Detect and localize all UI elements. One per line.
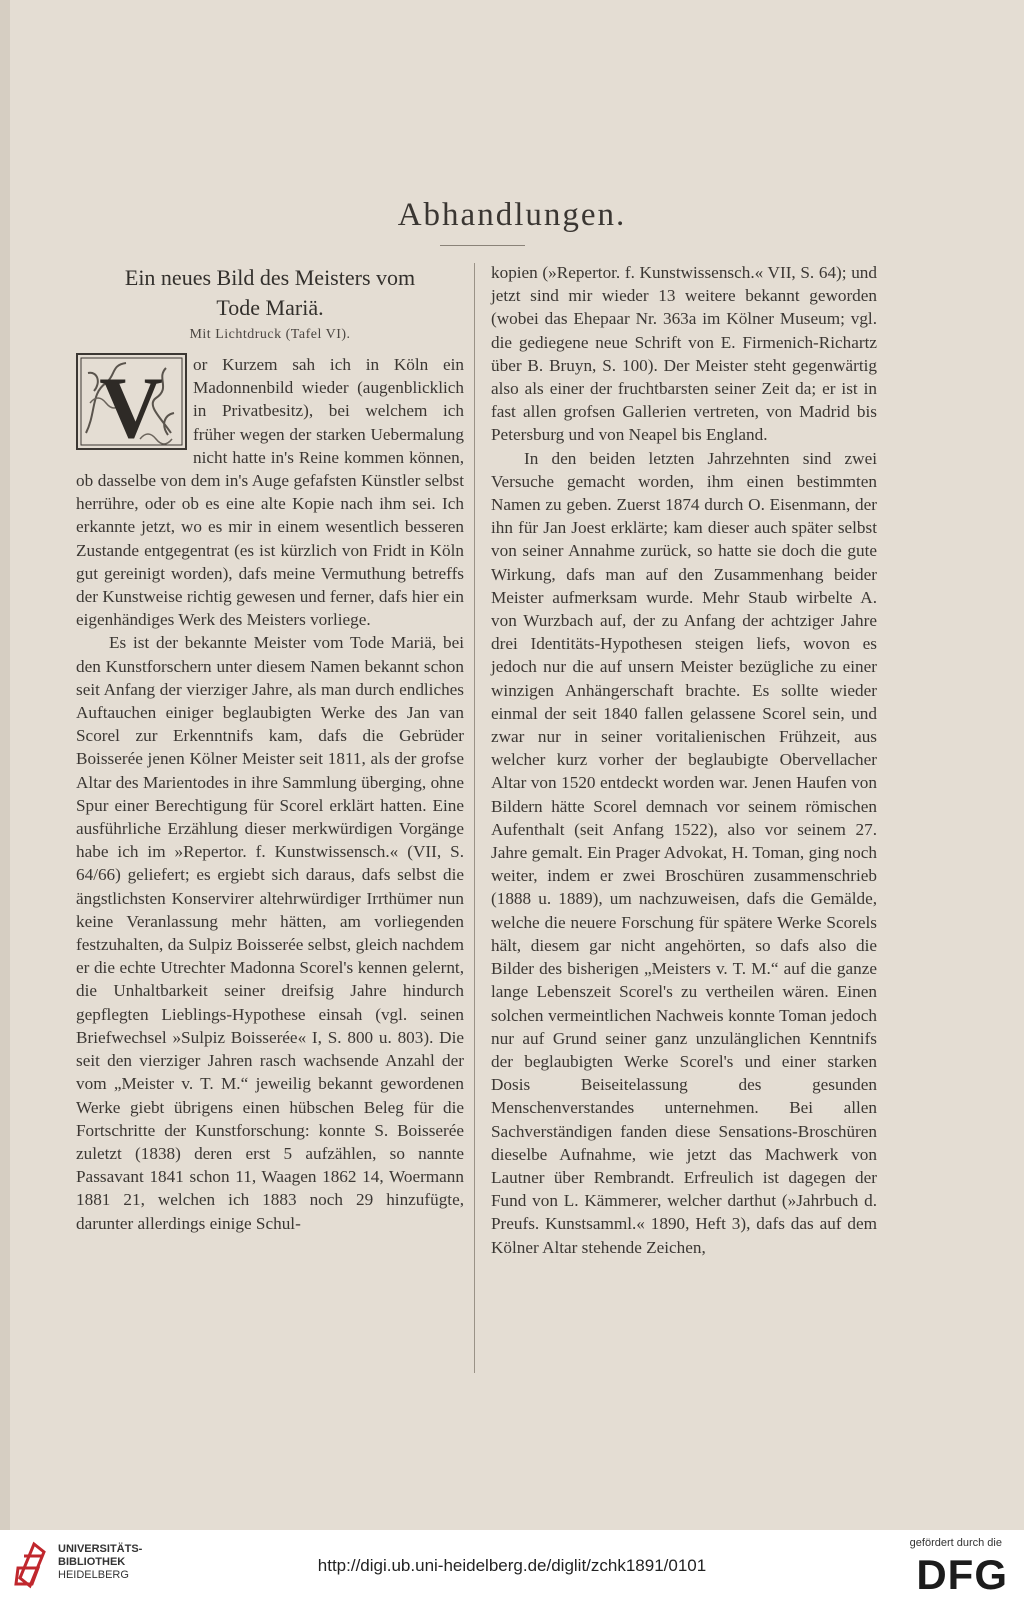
right-paragraph-2: In den beiden letzten Jahrzehnten sind zwei Versuche gemacht worden, ihm einen bestimmten Namen zu geben. Zuerst 1874 durch O. Eisenmann, der ihn für Jan Joest erklärte; kam dieser auch später selbst von seiner Annahme zurück, so hatte sie doch die gute Wirkung, dafs man auf den Zusammenhang beider Meister aufmerksam wurde. Mehr Staub wirbelte A. von Wurzbach auf, der zu Anfang der achtziger Jahre drei Identitäts-Hypothesen steigen liefs, wovon es jedoch nur die auf unsern Meister bezügliche zu einer winzigen Anhängerschaft brachte. Es sollte wieder einmal der seit 1840 fallen gelassene Scorel sein, und zwar nur in seiner voritalienischen Frühzeit, aus welcher kurz vorher der beglaubigte Obervellacher Altar von 1520 entdeckt worden war. Jenen Haufen von Bildern hätte Scorel demnach vor seinem römischen Aufenthalt (seit Anfang 1522), also vor seinem 27. Jahre gemalt. Ein Prager Advokat, H. Toman, ging noch weiter, indem er zwei Broschüren zusammenschrieb (1888 u. 1889), um nachzuweisen, dafs die Gemälde, welche die neuere Forschung für spätere Werke Scorels hält, diesem gar nicht angehörten, so dafs also die Bilder des bisherigen „Meisters v. T. M.“ auf die ganze lange Lebenszeit Scorel's zu vertheilen wären. Einen solchen vermeintlichen Nachweis konnte Toman jedoch nur auf Grund seiner ganz unzulänglichen Kenntnifs der beglaubigten Werke Scorel's und einer starken Dosis Beiseitelassung des gesunden Menschenverstandes unternehmen. Bei allen Sachverständigen fanden diese Sensations-Broschüren dieselbe Aufnahme, wie jetzt das Machwerk von Lautner über Rembrandt. Erfreulich ist dagegen der Fund von L. Kämmerer, welcher darthut (»Jahrbuch d. Preufs. Kunstsamml.« 1890, Heft 3), dafs das auf dem Kölner Altar stehende Zeichen,: [491, 448, 877, 1257]
right-paragraph-1: kopien (»Repertor. f. Kunstwissensch.« VII, S. 64); und jetzt sind mir wieder 13 weitere bekannt geworden (wobei das Ehepaar Nr. 363a im Kölner Museum; vgl. die gediegene neue Schrift von E. Firmenich-Richartz über B. Bruyn, S. 100). Der Meister steht gegenwärtig also als einer der fruchtbarsten seiner Zeit da; er ist in fast allen grofsen Gallerien vertreten, von Madrid bis Petersburg und von Neapel bis England.: [491, 263, 877, 445]
dfg-logo-text: DFG: [916, 1553, 1008, 1593]
article-title: [76, 263, 464, 323]
decorated-initial-image: [76, 353, 187, 450]
library-name-line3: HEIDELBERG: [58, 1569, 129, 1581]
article-subtitle: Mit Lichtdruck (Tafel VI).: [189, 327, 351, 342]
decorated-initial-v: [76, 353, 187, 450]
initial-letter: V: [99, 360, 163, 450]
library-name-line2: BIBLIOTHEK: [58, 1556, 126, 1568]
left-paragraph-1: or Kurzem sah ich in Köln ein Madonnenbild wieder (augenblicklich in Privatbesitz), bei welchem ich früher wegen der starken Uebermalung nicht hatte in's Reine kommen können, ob dasselbe von dem in's Auge gefafsten Künstler selbst herrühre, oder ob es eine alte Kopie nach ihm sei. Ich erkannte jetzt, wo es mir in einem wesentlich besseren Zustande entgegentrat (es ist kürzlich von Fridt in Köln gut gereinigt worden), dafs meine Vermuthung betreffs der Kunstweise richtig gewesen und ferner, dafs hier ein eigenhändiges Werk des Meisters vorliege.: [76, 355, 464, 630]
title-divider: [440, 245, 525, 246]
right-column: [491, 261, 877, 1259]
permalink-url[interactable]: http://digi.ub.uni-heidelberg.de/diglit/zchk1891/0101: [317, 1556, 707, 1575]
dfg-logo-icon: [890, 1553, 1010, 1593]
left-column: [76, 353, 464, 1235]
left-paragraph-2: Es ist der bekannte Meister vom Tode Mariä, bei den Kunstforschern unter diesem Namen bekannt schon seit Anfang der vierziger Jahre, als man durch endliches Auftauchen einiger beglaubigten Werke des Jan van Scorel zur Erkenntnifs kam, dafs die Gebrüder Boisserée jenen Kölner Meister seit 1811, als der grofse Altar des Marientodes in ihre Sammlung überging, ohne Spur einer Berechtigung für Scorel erklärt hatten. Eine ausführliche Erzählung dieser merkwürdigen Vorgänge habe ich im »Repertor. f. Kunstwissensch.« (VII, S. 64/66) geliefert; es ergiebt sich daraus, dafs selbst die ängstlichsten Konservirer altehrwürdiger Irrthümer nun keine Veranlassung mehr hätten, am vorliegenden festzuhalten, da Sulpiz Boisserée selbst, gleich nachdem er die echte Utrechter Madonna Scorel's kennen gelernt, die Unhaltbarkeit seiner dreifsig Jahre hindurch gepflegten Lieblings-Hypothese einsah (vgl. seinen Briefwechsel »Sulpiz Boisserée« I, S. 800 u. 803). Die seit den vierziger Jahren rasch wachsende Anzahl der vom „Meister v. T. M.“ jeweilig bekannt gewordenen Werke giebt übrigens einen hübschen Beleg für die Fortschritte der Kunstforschung: konnte S. Boisserée zuletzt (1838) deren erst 5 aufzählen, so nannte Passavant 1841 schon 11, Waagen 1862 14, Woermann 1881 21, welchen ich 1883 noch 29 hinzufügte, darunter allerdings einige Schul-: [76, 633, 464, 1233]
article-title-line1: Ein neues Bild des Meisters vom: [124, 265, 416, 290]
library-name-line1: UNIVERSITÄTS-: [58, 1543, 143, 1555]
section-title: Abhandlungen.: [397, 197, 627, 233]
column-divider: [474, 263, 475, 1373]
article-title-line2: Tode Mariä.: [216, 295, 324, 320]
sponsor-note: gefördert durch die: [909, 1537, 1002, 1549]
